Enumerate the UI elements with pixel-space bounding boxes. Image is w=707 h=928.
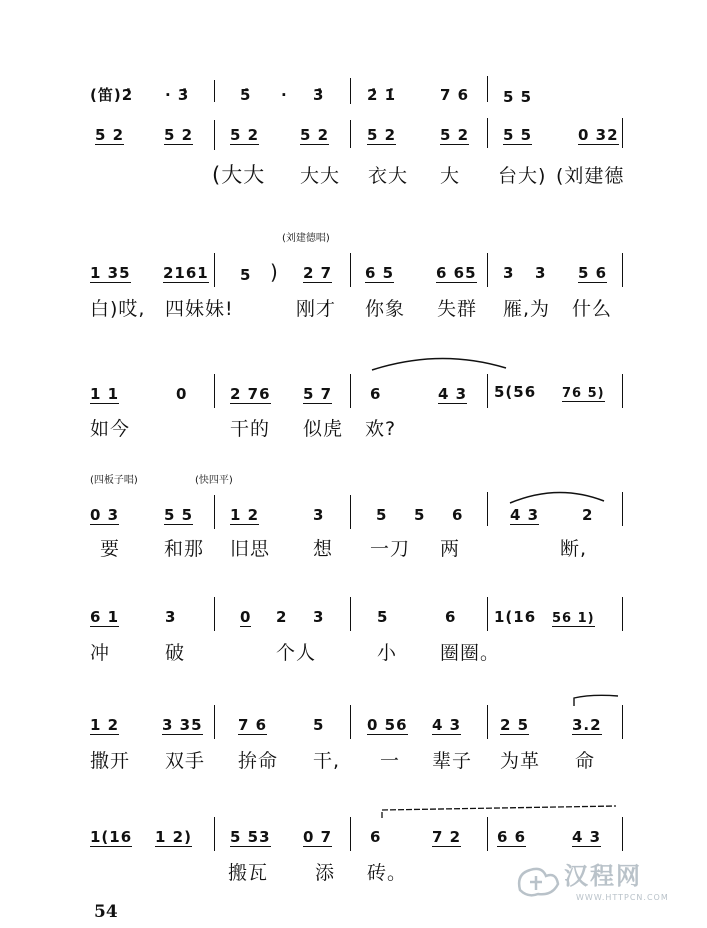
row4-num-7: 5(56 <box>494 383 537 401</box>
row4-num-1: 1 1 <box>90 385 120 403</box>
row3-num-3: 5 <box>240 266 252 284</box>
barline <box>487 492 488 526</box>
row8-lyric-3: 砖。 <box>367 862 408 884</box>
row5-num-1: 0 3 <box>90 506 120 524</box>
row2-lyric-1: (大大 <box>212 163 266 187</box>
barline <box>214 253 215 287</box>
row2-lyric-3: 衣大 <box>368 165 409 187</box>
tempo-note-1: (四板子唱) <box>90 475 138 486</box>
row6-num-6: 5 <box>377 608 389 626</box>
row5-num-4: 3 <box>313 506 325 524</box>
barline <box>214 495 215 529</box>
row7-num-1: 1 2 <box>90 716 120 734</box>
row3-num-1: 1 35 <box>90 264 131 282</box>
row7-num-5: 0 56 <box>367 716 408 734</box>
row6-lyric-1: 冲 <box>90 642 111 664</box>
barline <box>350 120 351 148</box>
row3-num-10: 5 6 <box>578 264 608 282</box>
row3-num-6: 6 5 <box>365 264 395 282</box>
watermark <box>512 858 702 908</box>
row7-num-7: 2 5 <box>500 716 530 734</box>
barline <box>214 80 215 102</box>
row5-lyric-1: 要 <box>100 538 121 560</box>
row2-num-2: 5 2 <box>164 126 194 144</box>
row6-lyric-2: 破 <box>165 642 186 664</box>
row7-lyric-2: 双手 <box>165 750 206 772</box>
barline <box>214 597 215 631</box>
row3-num-8: 3 <box>503 264 515 282</box>
row7-num-4: 5 <box>313 716 325 734</box>
row7-lyric-1: 撒开 <box>90 750 131 772</box>
row5-lyric-4: 想 <box>313 538 334 560</box>
watermark-url: WWW.HTTPCN.COM <box>576 893 669 902</box>
row6-num-1: 6 1 <box>90 608 120 626</box>
barline <box>350 817 351 851</box>
barline <box>622 492 623 526</box>
row8-num-4: 0 7 <box>303 828 333 846</box>
row3-lyric-4: 你象 <box>365 298 406 320</box>
row1-num-6: 2̇ 1̇ <box>367 86 397 104</box>
row6-num-3: 0 <box>240 608 252 626</box>
row4-lyric-2: 干的 <box>230 418 271 440</box>
row5-lyric-7: 断, <box>560 538 588 560</box>
row8-lyric-2: 添 <box>315 862 336 884</box>
singer-note: (刘建德唱) <box>282 233 330 244</box>
row8-num-6: 7 2 <box>432 828 462 846</box>
barline <box>214 817 215 851</box>
tempo-note-2: (快四平) <box>195 475 233 486</box>
row7-lyric-5: 一 <box>380 750 401 772</box>
row4-num-6: 4 3 <box>438 385 468 403</box>
row6-num-8: 1(16 <box>494 608 537 626</box>
row3-lyric-1: 白)哎, <box>90 298 146 320</box>
barline <box>350 597 351 631</box>
row7-lyric-3: 拚命 <box>238 750 279 772</box>
barline <box>350 78 351 104</box>
row3-lyric-5: 失群 <box>437 298 478 320</box>
row4-num-3: 2 76 <box>230 385 271 403</box>
barline <box>622 253 623 287</box>
page-number: 54 <box>94 902 118 922</box>
row5-num-2: 5 5 <box>164 506 194 524</box>
row7-lyric-8: 命 <box>575 750 596 772</box>
row3-num-4: ) <box>270 260 279 284</box>
row2-lyric-4: 大 <box>440 165 461 187</box>
row1-num-3: 5̇ <box>240 86 252 104</box>
row1-num-1: (笛)2̇ <box>90 86 134 104</box>
row6-lyric-3: 个人 <box>276 642 317 664</box>
barline <box>214 120 215 150</box>
row7-lyric-4: 干, <box>313 750 341 772</box>
row3-lyric-6: 雁,为 <box>503 298 551 320</box>
slur-arc <box>508 487 608 505</box>
row5-num-7: 6 <box>452 506 464 524</box>
slur-line <box>380 804 620 820</box>
row2-lyric-5: 台大) <box>498 165 547 187</box>
row3-num-5: 2 7 <box>303 264 333 282</box>
row3-lyric-2: 四妹妹! <box>165 298 234 320</box>
row1-num-2: · 3̇ <box>165 86 190 104</box>
row5-lyric-5: 一刀 <box>370 538 411 560</box>
row3-num-2: 2161 <box>163 264 209 282</box>
barline <box>487 705 488 739</box>
row5-lyric-2: 和那 <box>164 538 205 560</box>
watermark-logo-text: 汉程网 <box>564 862 642 890</box>
row7-lyric-7: 为革 <box>500 750 541 772</box>
barline <box>350 495 351 529</box>
row8-lyric-1: 搬瓦 <box>228 862 269 884</box>
barline <box>487 597 488 631</box>
barline <box>487 76 488 102</box>
row6-num-7: 6 <box>445 608 457 626</box>
row1-num-5: 3̇ <box>313 86 325 104</box>
row8-num-2: 1 2) <box>155 828 192 846</box>
row8-num-8: 4 3 <box>572 828 602 846</box>
watermark-logo-icon <box>512 860 562 900</box>
barline <box>622 817 623 851</box>
barline <box>622 705 623 739</box>
row6-lyric-5: 圈圈。 <box>440 642 501 664</box>
barline <box>350 705 351 739</box>
row1-num-4: · <box>281 86 288 104</box>
row3-lyric-7: 什么 <box>572 298 613 320</box>
row6-lyric-4: 小 <box>377 642 398 664</box>
row7-num-6: 4 3 <box>432 716 462 734</box>
slur-arc <box>370 352 510 372</box>
row1-num-8: 5 5 <box>503 88 533 106</box>
row4-num-5: 6 <box>370 385 382 403</box>
row4-num-2: 0 <box>176 385 188 403</box>
row5-num-6: 5 <box>414 506 426 524</box>
row7-num-3: 7 6 <box>238 716 268 734</box>
row2-num-6: 5 2 <box>440 126 470 144</box>
row7-num-2: 3 35 <box>162 716 203 734</box>
barline <box>350 253 351 287</box>
row4-num-8: 76 5) <box>562 386 605 401</box>
row6-num-9: 56 1) <box>552 611 595 626</box>
row2-num-7: 5 5 <box>503 126 533 144</box>
row8-num-3: 5 53 <box>230 828 271 846</box>
row7-num-8: 3.2 <box>572 716 602 734</box>
barline <box>214 705 215 739</box>
row3-num-9: 3 <box>535 264 547 282</box>
row5-lyric-6: 两 <box>440 538 461 560</box>
row2-num-5: 5 2 <box>367 126 397 144</box>
row5-num-9: 2 <box>582 506 594 524</box>
barline <box>487 118 488 148</box>
barline <box>487 817 488 851</box>
row6-num-5: 3 <box>313 608 325 626</box>
barline <box>487 374 488 408</box>
row1-num-7: 7 6 <box>440 86 470 104</box>
row4-lyric-3: 似虎 <box>303 418 344 440</box>
barline <box>350 374 351 408</box>
barline <box>622 597 623 631</box>
row2-num-3: 5 2 <box>230 126 260 144</box>
row3-num-7: 6 65 <box>436 264 477 282</box>
barline <box>487 253 488 287</box>
row2-num-4: 5 2 <box>300 126 330 144</box>
row8-num-7: 6 6 <box>497 828 527 846</box>
row8-num-5: 6 <box>370 828 382 846</box>
row7-lyric-6: 辈子 <box>432 750 473 772</box>
tie-mark <box>572 694 622 708</box>
row5-num-8: 4 3 <box>510 506 540 524</box>
row4-num-4: 5 7 <box>303 385 333 403</box>
row2-lyric-6: (刘建德 <box>556 165 625 187</box>
row4-lyric-4: 欢? <box>365 418 397 440</box>
row5-num-5: 5 <box>376 506 388 524</box>
row5-num-3: 1 2 <box>230 506 260 524</box>
row5-lyric-3: 旧思 <box>230 538 271 560</box>
row6-num-4: 2 <box>276 608 288 626</box>
row2-num-8: 0 32 <box>578 126 619 144</box>
row2-lyric-2: 大大 <box>300 165 341 187</box>
row3-lyric-3: 刚才 <box>296 298 337 320</box>
row2-num-1: 5 2 <box>95 126 125 144</box>
row6-num-2: 3 <box>165 608 177 626</box>
barline <box>622 374 623 408</box>
row8-num-1: 1(16 <box>90 828 133 846</box>
row4-lyric-1: 如今 <box>90 418 131 440</box>
barline <box>622 118 623 148</box>
barline <box>214 374 215 408</box>
